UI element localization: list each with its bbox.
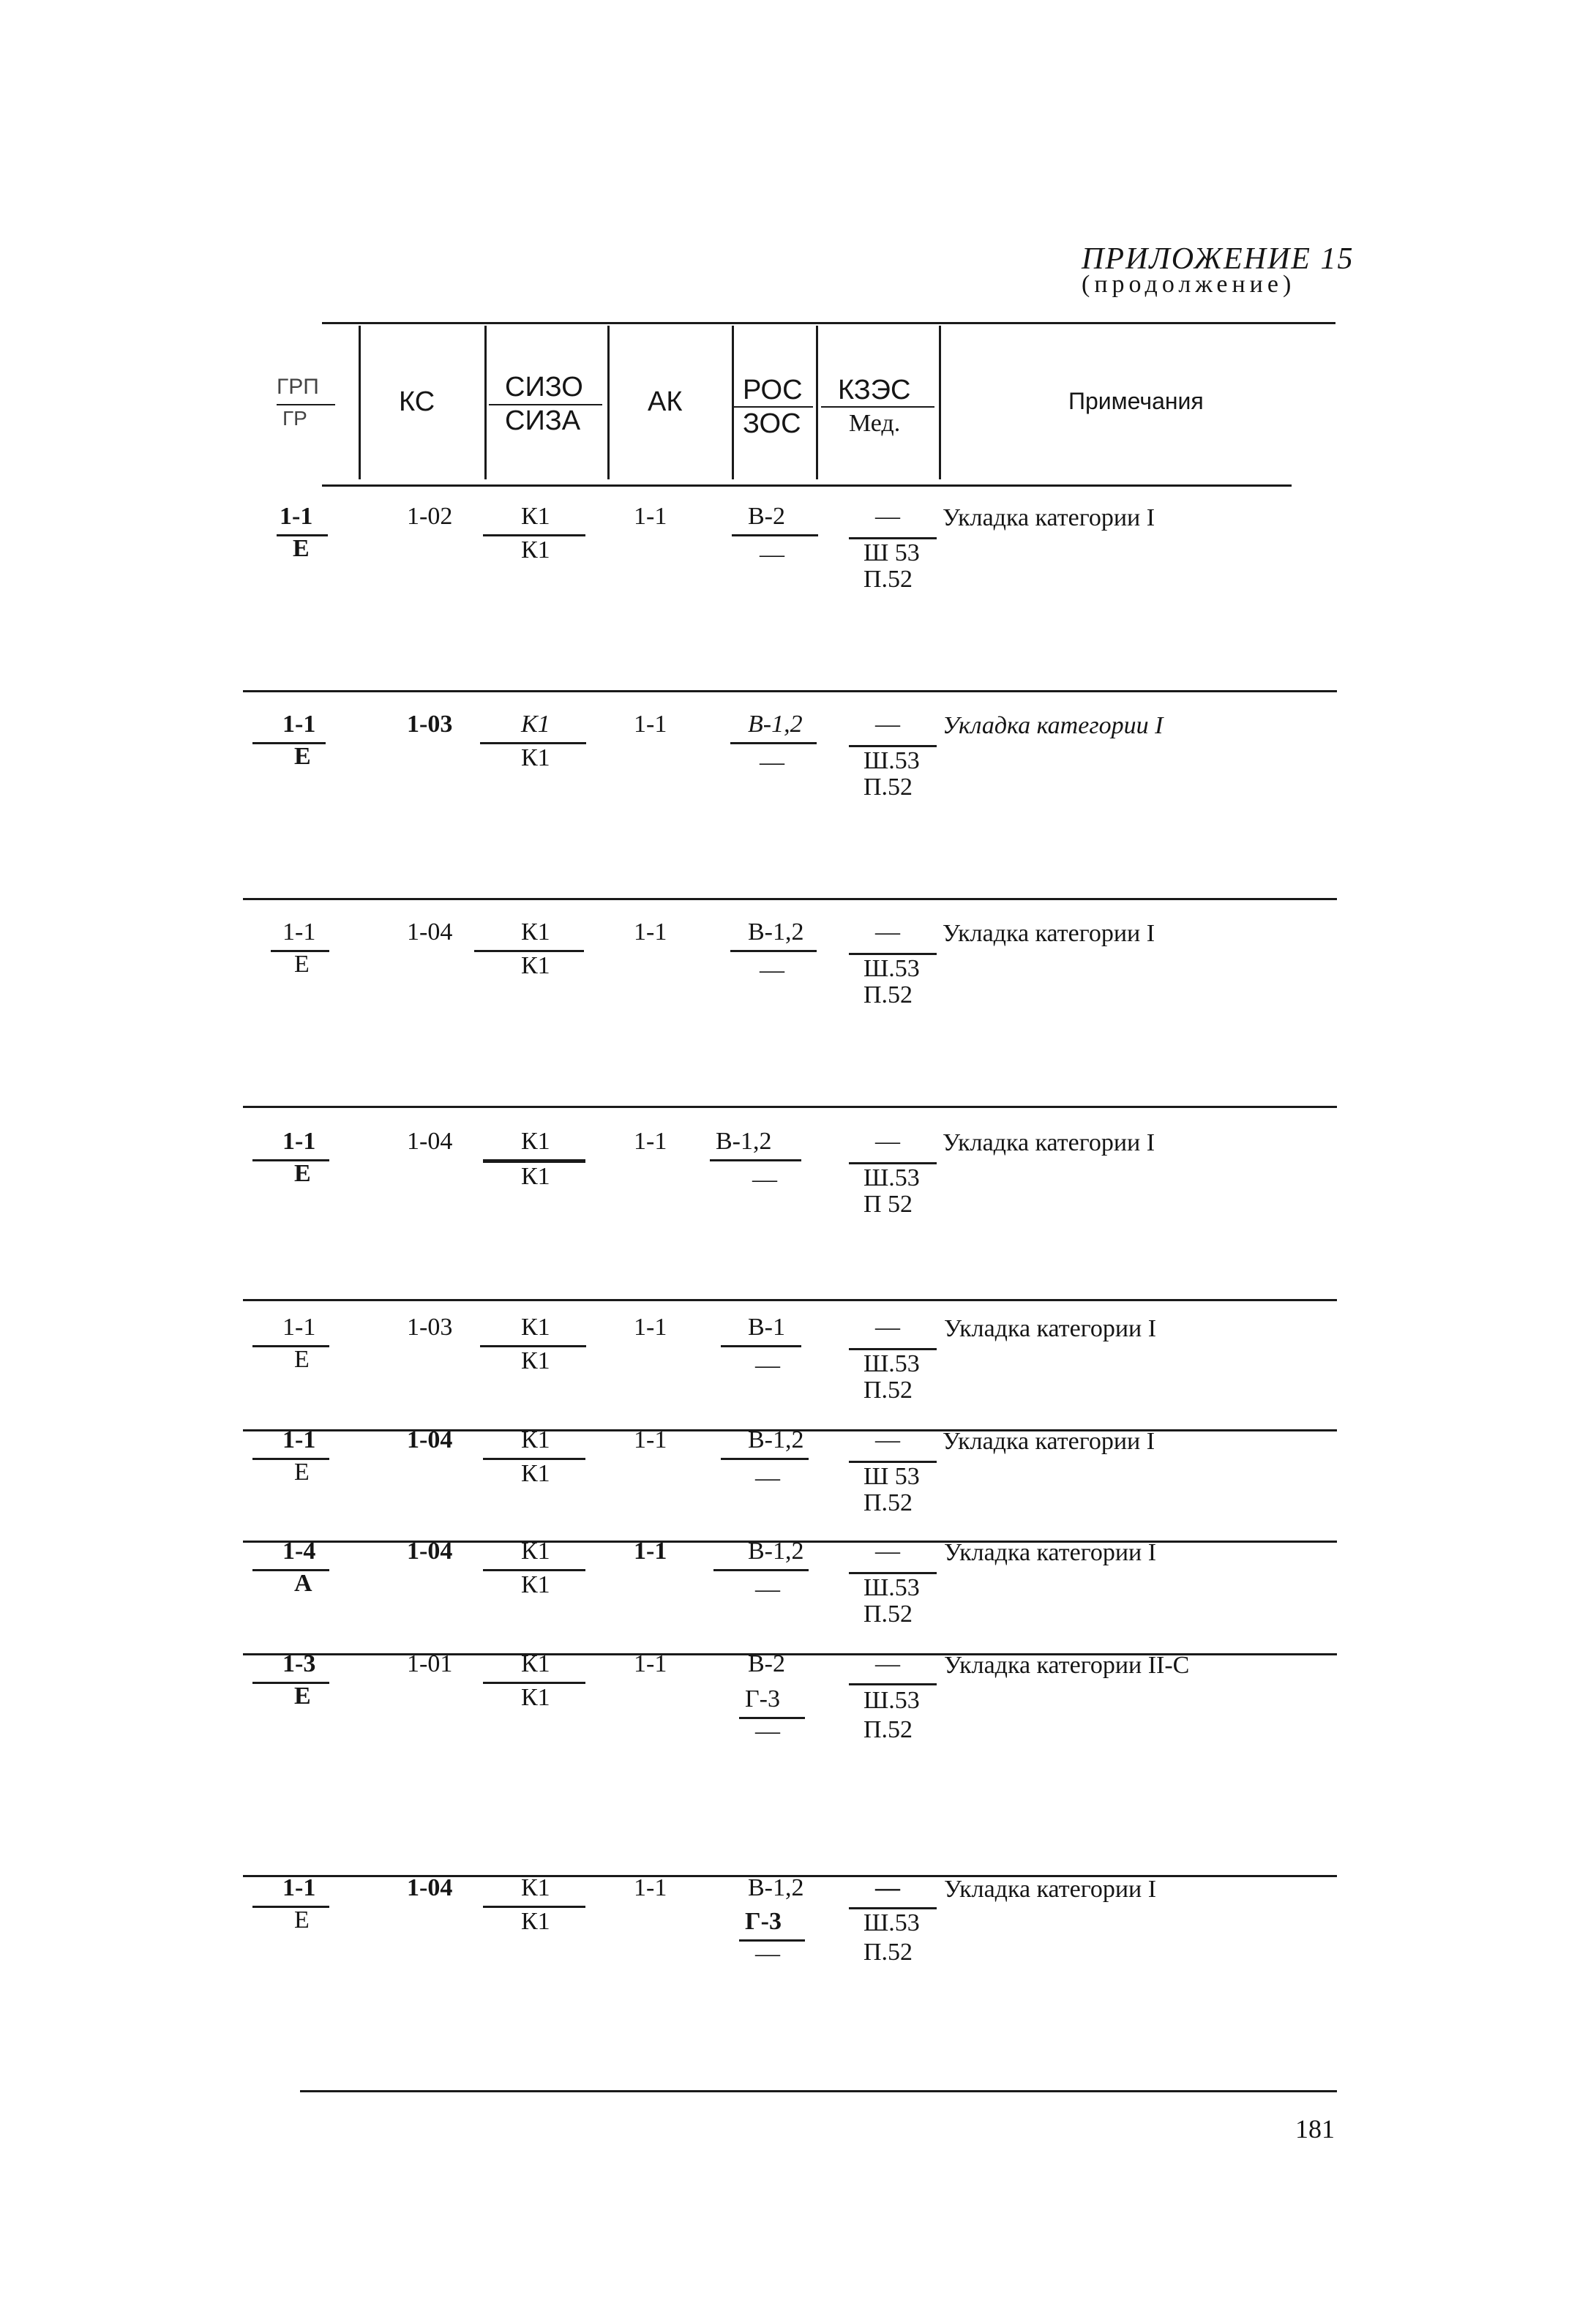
sizo-top: К1 bbox=[521, 918, 550, 946]
ros-divider bbox=[713, 1569, 809, 1571]
col-ks-header: КС bbox=[399, 386, 435, 417]
ks-value: 1-04 bbox=[407, 918, 453, 946]
med-value: П 52 bbox=[863, 1191, 913, 1218]
ros-line: В-1,2 bbox=[748, 1538, 804, 1565]
ros-line: — bbox=[752, 1166, 777, 1193]
ros-line: — bbox=[755, 1352, 780, 1379]
ak-value: 1-1 bbox=[634, 1650, 667, 1677]
ak-value: 1-1 bbox=[634, 1874, 667, 1901]
grp-bottom: Е bbox=[294, 1160, 311, 1187]
sizo-top: К1 bbox=[521, 1426, 550, 1453]
ak-value: 1-1 bbox=[634, 503, 667, 530]
med-value: П.52 bbox=[863, 1601, 913, 1628]
ros-line: В-1,2 bbox=[748, 1426, 804, 1453]
kzes-bottom: Ш.53 bbox=[863, 1909, 920, 1936]
ros-line: — bbox=[755, 1576, 780, 1603]
row-note: Укладка категории I bbox=[944, 1315, 1157, 1342]
col-divider bbox=[939, 326, 941, 479]
grp-top: 1-1 bbox=[280, 503, 313, 530]
kzes-top: — bbox=[875, 1314, 900, 1341]
ak-value: 1-1 bbox=[634, 1538, 667, 1565]
grp-bottom: Е bbox=[294, 743, 311, 770]
col-ros-header-divider bbox=[734, 406, 813, 408]
grp-divider bbox=[252, 1345, 329, 1347]
col-kzes-header-bottom: Мед. bbox=[849, 410, 901, 437]
ros-line: — bbox=[760, 749, 784, 776]
sizo-top: К1 bbox=[521, 503, 550, 530]
med-value: П.52 bbox=[863, 566, 913, 593]
ks-value: 1-04 bbox=[407, 1538, 453, 1565]
row-separator bbox=[243, 1106, 1337, 1108]
ros-divider bbox=[721, 1458, 809, 1460]
col-divider bbox=[607, 326, 610, 479]
grp-divider bbox=[252, 1159, 329, 1161]
grp-bottom: Е bbox=[293, 535, 310, 562]
kzes-bottom: Ш.53 bbox=[863, 1350, 920, 1377]
col-kzes-header-top: КЗЭС bbox=[838, 375, 911, 405]
grp-top: 1-4 bbox=[282, 1538, 316, 1565]
col-ros-header-top: РОС bbox=[743, 375, 803, 405]
kzes-bottom: Ш.53 bbox=[863, 1687, 920, 1714]
grp-divider bbox=[252, 742, 326, 744]
ros-line: В-1,2 bbox=[748, 918, 804, 946]
ak-value: 1-1 bbox=[634, 1314, 667, 1341]
col-grp-header-top: ГРП bbox=[277, 375, 319, 399]
grp-bottom: А bbox=[294, 1570, 312, 1597]
row-note: Укладка категории I bbox=[944, 1539, 1157, 1566]
grp-top: 1-1 bbox=[282, 918, 316, 946]
grp-bottom: Е bbox=[294, 1682, 311, 1710]
ros-line: В-1,2 bbox=[748, 1874, 804, 1901]
ak-value: 1-1 bbox=[634, 1128, 667, 1155]
col-divider bbox=[359, 326, 361, 479]
ks-value: 1-02 bbox=[407, 503, 453, 530]
header-top-rule bbox=[322, 322, 1335, 324]
ros-divider bbox=[730, 950, 817, 952]
med-value: П.52 bbox=[863, 1489, 913, 1516]
ros-line: — bbox=[760, 957, 784, 984]
col-divider bbox=[484, 326, 487, 479]
sizo-bottom: К1 bbox=[521, 1684, 550, 1711]
ros-divider bbox=[710, 1159, 801, 1161]
kzes-bottom: Ш 53 bbox=[863, 1463, 920, 1490]
kzes-bottom: Ш.53 bbox=[863, 955, 920, 982]
kzes-top: — bbox=[875, 918, 900, 946]
row-note: Укладка категории I bbox=[943, 712, 1164, 739]
kzes-bottom: Ш.53 bbox=[863, 747, 920, 774]
ak-value: 1-1 bbox=[634, 918, 667, 946]
sizo-top: К1 bbox=[521, 1650, 550, 1677]
header-bottom-rule bbox=[322, 484, 1292, 487]
sizo-bottom: К1 bbox=[521, 536, 550, 564]
sizo-top: К1 bbox=[521, 1128, 550, 1155]
row-note: Укладка категории I bbox=[943, 504, 1155, 531]
ros-divider bbox=[721, 1345, 801, 1347]
row-separator bbox=[243, 690, 1337, 692]
col-kzes-header-divider bbox=[821, 406, 934, 408]
ros-line: Г-3 bbox=[745, 1685, 780, 1713]
grp-divider bbox=[252, 1682, 329, 1684]
ks-value: 1-04 bbox=[407, 1128, 453, 1155]
kzes-bottom: Ш.53 bbox=[863, 1574, 920, 1601]
sizo-bottom: К1 bbox=[521, 744, 550, 771]
appendix-subtitle: (продолжение) bbox=[1082, 271, 1296, 298]
kzes-top: — bbox=[875, 1538, 900, 1565]
kzes-bottom: Ш 53 bbox=[863, 539, 920, 566]
col-grp-header-divider bbox=[277, 404, 335, 405]
kzes-top: — bbox=[875, 711, 900, 738]
grp-top: 1-1 bbox=[282, 1426, 316, 1453]
col-ak-header: АК bbox=[648, 386, 683, 417]
ros-line: — bbox=[760, 541, 784, 568]
ros-line: В-1,2 bbox=[748, 711, 803, 738]
med-value: П.52 bbox=[863, 774, 913, 801]
kzes-divider bbox=[849, 1683, 937, 1685]
med-value: П.52 bbox=[863, 1716, 913, 1743]
col-sizo-header-top: СИЗО bbox=[505, 372, 583, 403]
sizo-top: К1 bbox=[521, 1314, 550, 1341]
row-note: Укладка категории II-С bbox=[944, 1652, 1190, 1679]
kzes-top: — bbox=[875, 1426, 900, 1453]
grp-divider bbox=[252, 1569, 329, 1571]
row-separator bbox=[243, 898, 1337, 900]
sizo-bottom: К1 bbox=[521, 1571, 550, 1598]
row-note: Укладка категории I bbox=[943, 1129, 1155, 1156]
sizo-bottom: К1 bbox=[521, 952, 550, 979]
ak-value: 1-1 bbox=[634, 711, 667, 738]
ros-line: — bbox=[755, 1464, 780, 1491]
ros-line: — bbox=[755, 1718, 780, 1745]
ros-line: В-1,2 bbox=[716, 1128, 772, 1155]
med-value: П.52 bbox=[863, 981, 913, 1008]
ros-line: В-1 bbox=[748, 1314, 785, 1341]
med-value: П.52 bbox=[863, 1939, 913, 1966]
grp-top: 1-1 bbox=[282, 711, 316, 738]
sizo-top: К1 bbox=[521, 711, 550, 738]
sizo-top: К1 bbox=[521, 1874, 550, 1901]
sizo-bottom: К1 bbox=[521, 1163, 550, 1190]
col-ros-header-bottom: ЗОС bbox=[743, 408, 801, 439]
grp-divider bbox=[252, 1906, 329, 1908]
appendix-title: ПРИЛОЖЕНИЕ 15 bbox=[1082, 242, 1355, 276]
kzes-top: — bbox=[875, 503, 900, 530]
row-note: Укладка категории I bbox=[943, 920, 1155, 947]
grp-bottom: Е bbox=[294, 1346, 310, 1373]
ros-divider bbox=[730, 742, 817, 744]
row-note: Укладка категории I bbox=[944, 1876, 1157, 1903]
col-divider bbox=[816, 326, 818, 479]
ros-line: Г-3 bbox=[745, 1908, 782, 1935]
grp-top: 1-1 bbox=[282, 1314, 316, 1341]
sizo-bottom: К1 bbox=[521, 1347, 550, 1374]
kzes-top: — bbox=[875, 1874, 900, 1901]
sizo-bottom: К1 bbox=[521, 1908, 550, 1935]
ak-value: 1-1 bbox=[634, 1426, 667, 1453]
col-notes-header: Примечания bbox=[1068, 388, 1204, 414]
row-note: Укладка категории I bbox=[943, 1428, 1155, 1455]
med-value: П.52 bbox=[863, 1377, 913, 1404]
grp-divider bbox=[252, 1458, 329, 1460]
ks-value: 1-03 bbox=[407, 1314, 453, 1341]
ros-divider bbox=[732, 534, 818, 536]
grp-bottom: Е bbox=[294, 1459, 310, 1486]
ks-value: 1-03 bbox=[407, 711, 453, 738]
ros-line: — bbox=[755, 1940, 780, 1967]
sizo-bottom: К1 bbox=[521, 1460, 550, 1487]
col-divider bbox=[732, 326, 734, 479]
grp-top: 1-1 bbox=[282, 1874, 316, 1901]
ks-value: 1-01 bbox=[407, 1650, 453, 1677]
kzes-top: — bbox=[875, 1650, 900, 1677]
ks-value: 1-04 bbox=[407, 1426, 453, 1453]
kzes-bottom: Ш.53 bbox=[863, 1164, 920, 1191]
grp-bottom: Е bbox=[294, 1906, 310, 1934]
col-grp-header-bottom: ГР bbox=[282, 407, 307, 430]
table-bottom-rule bbox=[300, 2090, 1337, 2092]
grp-bottom: Е bbox=[294, 951, 310, 978]
ks-value: 1-04 bbox=[407, 1874, 453, 1901]
page-number: 181 bbox=[1295, 2114, 1335, 2144]
col-sizo-header-bottom: СИЗА bbox=[505, 405, 581, 436]
grp-top: 1-3 bbox=[282, 1650, 316, 1677]
row-separator bbox=[243, 1299, 1337, 1301]
grp-top: 1-1 bbox=[282, 1128, 316, 1155]
kzes-top: — bbox=[875, 1128, 900, 1155]
ros-line: В-2 bbox=[748, 503, 785, 530]
ros-line: В-2 bbox=[748, 1650, 785, 1677]
sizo-top: К1 bbox=[521, 1538, 550, 1565]
